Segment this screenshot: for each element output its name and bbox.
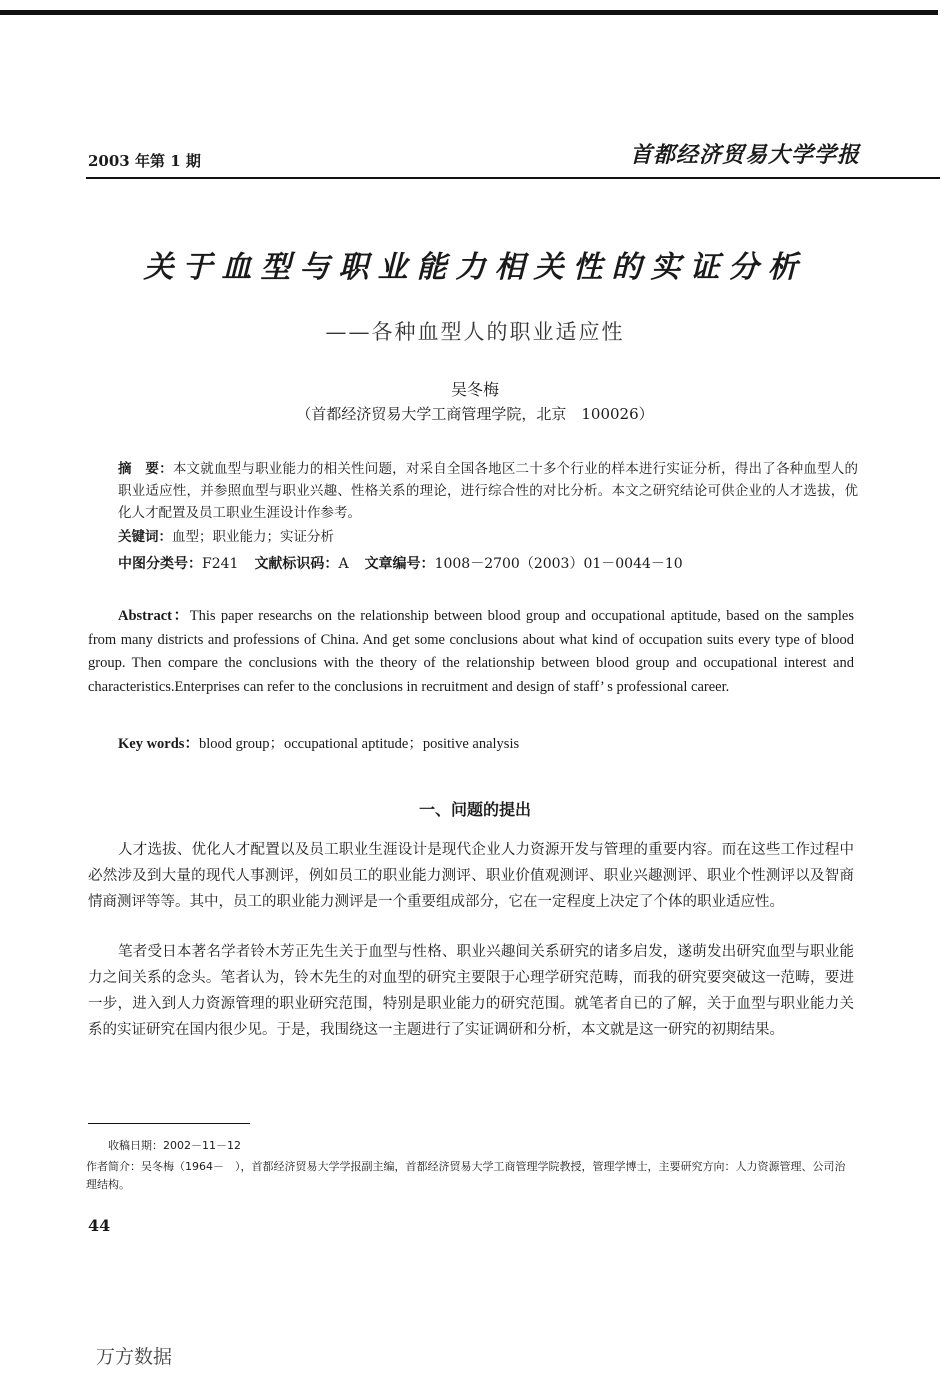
- clc-label: 中图分类号：: [118, 556, 202, 572]
- abstract-zh: [118, 458, 858, 524]
- journal-name: 首都经济贸易大学学报: [629, 142, 860, 168]
- section-heading: 一、问题的提出: [418, 800, 531, 819]
- clc-value: F241: [202, 556, 239, 572]
- page-number: 44: [88, 1216, 111, 1235]
- article-subtitle: ——各种血型人的职业适应性: [325, 320, 625, 344]
- abstract-en-text: This paper researchs on the relationship between blood group and occupational aptitude, based on the samples from many districts and professions of China. And get some conclusions about what kind of occupation suits every type of blood group. Then compare the conclusions with the theory of the relationship between blood group and occupational interest and characteristics.Enterprises can refer to the conclusions in recruitment and design of staff’ s professional career.: [88, 608, 854, 695]
- footnote-rule: [88, 1123, 250, 1124]
- abstract-en: [88, 605, 854, 699]
- abstract-zh-label: 摘 要：: [118, 461, 173, 477]
- issue-label: 2003 年第 1 期: [88, 152, 201, 170]
- classification-line: [118, 553, 858, 575]
- article-number-value: 1008－2700（2003）01－0044－10: [434, 556, 683, 572]
- article-number-label: 文章编号：: [364, 556, 435, 572]
- keywords-zh-label: 关键词：: [118, 529, 172, 545]
- keywords-zh: [118, 526, 858, 548]
- body-paragraph-2: 笔者受日本著名学者铃木芳正先生关于血型与性格、职业兴趣间关系研究的诸多启发，遂萌发出研究血型与职业能力之间关系的念头。笔者认为，铃木先生的对血型的研究主要限于心理学研究范畴，而我的研究要突破这一范畴，要进一步，进入到人力资源管理的职业研究范围，特别是职业能力的研究范围。就笔者自已的了解，关于血型与职业能力关系的实证研究在国内很少见。于是，我围绕这一主题进行了实证调研和分析，本文就是这一研究的初期结果。: [88, 944, 854, 1038]
- abstract-zh-text: 本文就血型与职业能力的相关性问题，对采自全国各地区二十多个行业的样本进行实证分析，得出了各种血型人的职业适应性，并参照血型与职业兴趣、性格关系的理论，进行综合性的对比分析。本文之研究结论可供企业的人才选拔，优化人才配置及员工职业生涯设计作参考。: [118, 461, 859, 521]
- header-rule: [86, 177, 940, 179]
- top-rule: [0, 10, 938, 15]
- keywords-zh-text: 血型；职业能力；实证分析: [172, 529, 334, 545]
- doc-code-label: 文献标识码：: [254, 556, 339, 572]
- body-paragraph-1: 人才选拔、优化人才配置以及员工职业生涯设计是现代企业人力资源开发与管理的重要内容。而在这些工作过程中必然涉及到大量的现代人事测评，例如员工的职业能力测评、职业价值观测评、职业兴趣测评、职业个性测评以及智商情商测评等等。其中，员工的职业能力测评是一个重要组成部分，它在一定程度上决定了个体的职业适应性。: [88, 842, 854, 910]
- article-title: 关于血型与职业能力相关性的实证分析: [143, 250, 807, 285]
- footnote-received: 收稿日期：2002－11－12: [108, 1139, 241, 1152]
- keywords-en: [118, 733, 854, 757]
- keywords-en-text: blood group；occupational aptitude；positive analysis: [198, 736, 520, 752]
- footnote-author-bio: 作者简介：吴冬梅（1964－ ），首都经济贸易大学学报副主编，首都经济贸易大学工商管理学院教授，管理学博士，主要研究方向：人力资源管理、公司治理结构。: [86, 1160, 846, 1191]
- author-affiliation: （首都经济贸易大学工商管理学院，北京 100026）: [296, 405, 654, 423]
- watermark-text: 万方数据: [96, 1346, 173, 1368]
- keywords-en-label: Key words：: [118, 736, 199, 752]
- author-name: 吴冬梅: [450, 380, 499, 399]
- abstract-en-label: Abstract：: [118, 608, 190, 624]
- doc-code-value: A: [338, 556, 349, 572]
